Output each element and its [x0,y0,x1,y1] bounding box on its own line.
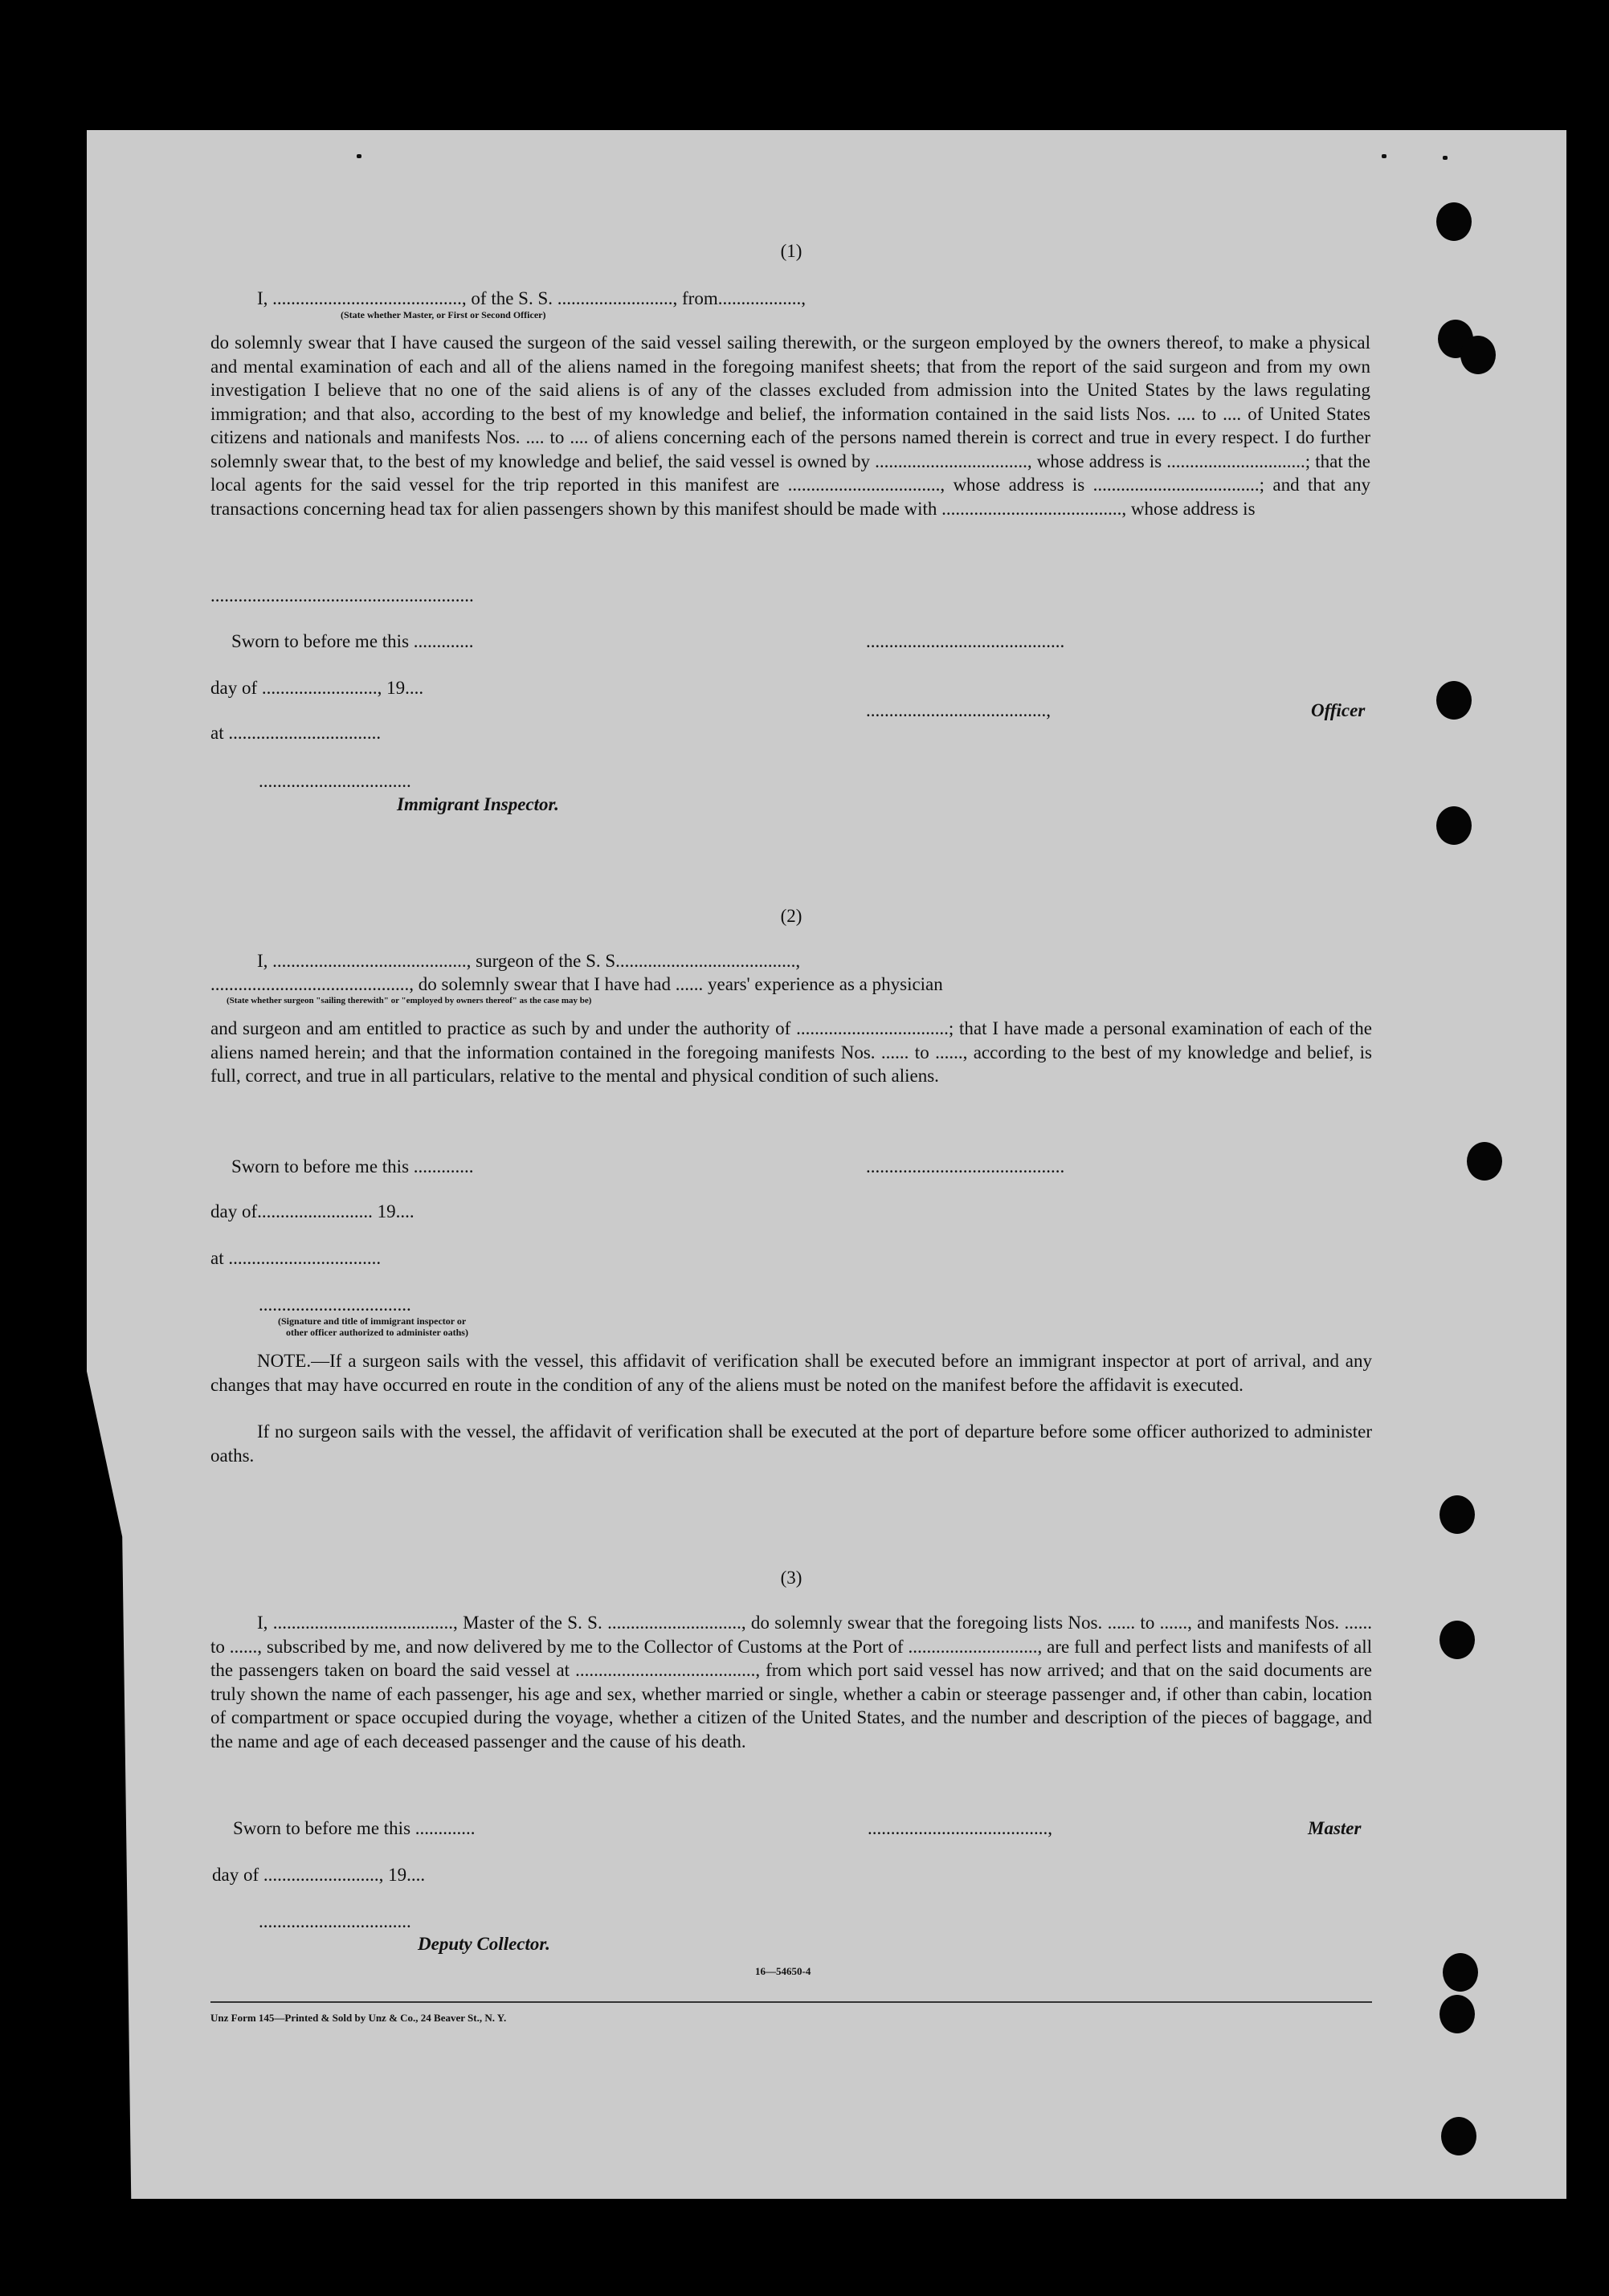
section-1-sworn-line: Sworn to before me this ............. [231,631,474,651]
section-2-day-line: day of......................... 19.... [210,1201,415,1221]
section-3-master-label: Master [1308,1818,1362,1838]
section-1-officer-line: ......................................., [866,700,1051,720]
section-1-signature-title: Immigrant Inspector. [397,794,559,814]
section-1-oath-last-line: ......................................................... [210,585,474,606]
speck [1382,154,1386,158]
section-2-number: (2) [780,906,802,926]
section-1-opening-line: I, ........................................., of the S. S. ........................., from.................., [257,288,806,308]
section-3-day-line: day of ........................., 19.... [212,1865,426,1885]
form-code: 16—54650-4 [755,1965,811,1977]
section-1-number: (1) [780,241,802,261]
section-3-signature-line: ................................. [259,1911,411,1931]
section-1-officer-note: (State whether Master, or First or Second Officer) [341,309,546,320]
section-2-signature-note-2: other officer authorized to administer oaths) [286,1327,468,1338]
section-3-number: (3) [780,1568,802,1588]
section-3-oath-text: I, ......................................., Master of the S. S. ............................., do solemnly swear that the foregoing lists Nos. ...... to ......, and manifests Nos. ...... to ......, subscribed by me, and now delivered by me to the Collector of Customs at the Port of ............................, are full and perfect lists and manifests of all the passengers taken on board the said vessel at ......................................., from which port said vessel has now arrived; and that on the said documents are truly shown the name of each passenger, his age and sex, whether married or single, whether a cabin or steerage passenger and, if other than cabin, location of compartment or space occupied during the voyage, whether a citizen of the United States, and the number and description of the pieces of baggage, and the name and age of each deceased passenger and the cause of his death. [210,1613,1372,1752]
binder-hole [1460,336,1496,374]
section-1-signature-line: ................................. [259,771,411,791]
section-2-signature-line: ................................. [259,1295,411,1315]
section-2-at-line: at ................................. [210,1248,382,1268]
binder-hole [1467,1142,1502,1181]
section-3-right-signature-line: ......................................., [868,1818,1052,1838]
speck [357,154,361,158]
binder-hole [1436,681,1472,720]
section-1-day-line: day of ........................., 19.... [210,678,424,698]
section-2-opening-line: I, .........................................., surgeon of the S. S......................................., [257,951,801,971]
section-2-signature-note-1: (Signature and title of immigrant inspector or [278,1315,467,1327]
printer-footer: Unz Form 145—Printed & Sold by Unz & Co., 24 Beaver St., N. Y. [210,2012,507,2024]
footer-rule [210,2001,1372,2003]
section-1-officer-label: Officer [1311,700,1366,720]
speck [1443,156,1448,160]
section-1-at-line: at ................................. [210,723,382,743]
binder-hole [1436,202,1472,241]
section-2-surgeon-note: (State whether surgeon "sailing therewith" or "employed by owners thereof" as the case may be) [227,996,592,1005]
binder-hole [1440,1995,1475,2033]
binder-hole [1440,1495,1475,1534]
section-3-sworn-line: Sworn to before me this ............. [233,1818,476,1838]
section-2-oath-text: and surgeon and am entitled to practice as such by and under the authority of .................................; that I have made a personal examination of each of the aliens named herein; and that the information contained in the foregoing manifests Nos. ...... to ......, according to the best of my knowledge and belief, is full, correct, and true in all particulars, relative to the mental and physical condition of such aliens. [210,1018,1372,1086]
section-1-right-signature-line: ........................................... [866,631,1065,651]
section-2-note: NOTE.—If a surgeon sails with the vessel, this affidavit of verification shall be executed before an immigrant inspector at port of arrival, and any changes that may have occurred en route in the condition of any of the aliens must be noted on the manifest before the affidavit is executed. [210,1351,1372,1395]
section-2-sworn-line: Sworn to before me this ............. [231,1156,474,1177]
section-3-signature-title: Deputy Collector. [418,1934,550,1954]
section-2-experience-line: ..........................................., do solemnly swear that I have had ...... years' experience as a physician [210,974,943,994]
section-2-right-signature-line: ........................................... [866,1156,1065,1177]
section-1-oath-text: do solemnly swear that I have caused the surgeon of the said vessel sailing therewith, or the surgeon employed by the owners thereof, to make a physical and mental examination of each and all of the aliens named in the foregoing manifest sheets; that from the report of the said surgeon and from my own investigation I believe that no one of the said aliens is of any of the classes excluded from admission into the United States by the laws regulating immigration; and that also, according to the best of my knowledge and belief, the information contained in the said lists Nos. .... to .... of United States citizens and nationals and manifests Nos. .... to .... of aliens concerning each of the persons named therein is correct and true in every respect. I do further solemnly swear that, to the best of my knowledge and belief, the said vessel is owned by ................................., whose address is ..............................; that the local agents for the said vessel for the trip reported in this manifest are ................................., whose address is ....................................; and that any transactions concerning head tax for alien passengers shown by this manifest should be made with ......................................., whose address is [210,332,1370,519]
section-2-note-continued: If no surgeon sails with the vessel, the affidavit of verification shall be executed at the port of departure before some officer authorized to administer oaths. [210,1421,1372,1466]
binder-hole [1440,1621,1475,1659]
binder-hole [1436,806,1472,845]
binder-hole [1441,2117,1476,2155]
binder-hole [1443,1953,1478,1992]
